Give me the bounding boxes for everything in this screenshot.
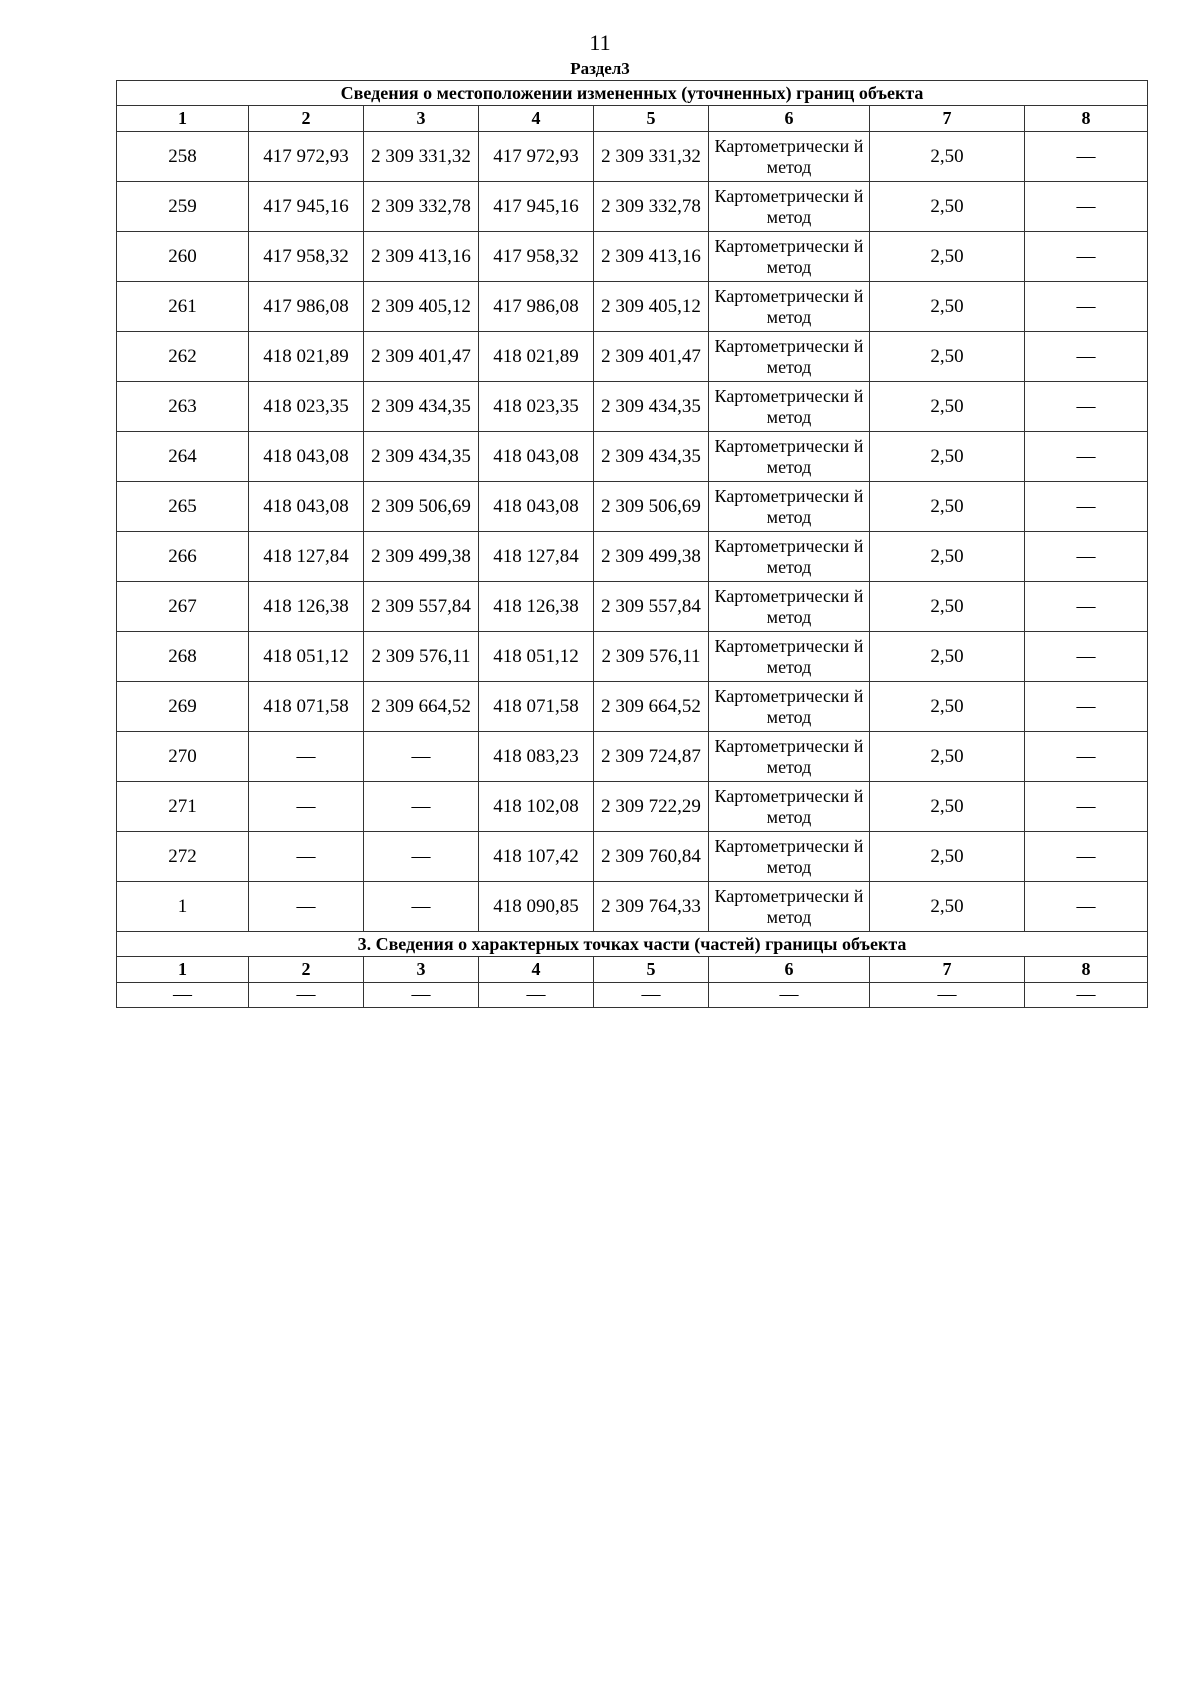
method-cell: Картометрически й метод (709, 432, 870, 482)
x-old-cell: — (249, 782, 364, 832)
x-new-cell: 417 972,93 (479, 132, 594, 182)
point-number-cell: 270 (117, 732, 249, 782)
y-new-cell: 2 309 724,87 (594, 732, 709, 782)
method-cell: Картометрически й метод (709, 882, 870, 932)
x-old-cell: — (249, 732, 364, 782)
page-number: 11 (589, 30, 611, 55)
y-old-cell: 2 309 434,35 (364, 382, 479, 432)
method-cell: Картометрически й метод (709, 682, 870, 732)
table-row (117, 232, 1148, 282)
method-cell: Картометрически й метод (709, 632, 870, 682)
accuracy-cell: 2,50 (870, 582, 1025, 632)
x-old-cell: 418 071,58 (249, 682, 364, 732)
accuracy-cell: 2,50 (870, 482, 1025, 532)
point-number-cell: 258 (117, 132, 249, 182)
x-new-cell: 418 107,42 (479, 832, 594, 882)
point-number-cell: 264 (117, 432, 249, 482)
y-old-cell: — (364, 732, 479, 782)
x-old-cell: 417 972,93 (249, 132, 364, 182)
point-number-cell: 1 (117, 882, 249, 932)
point-number-cell: 261 (117, 282, 249, 332)
y-old-cell: 2 309 331,32 (364, 132, 479, 182)
y-new-cell: 2 309 664,52 (594, 682, 709, 732)
y-new-cell: 2 309 332,78 (594, 182, 709, 232)
y-new-cell: 2 309 576,11 (594, 632, 709, 682)
y-old-cell: — (364, 782, 479, 832)
accuracy-cell: 2,50 (870, 732, 1025, 782)
x-new-cell: 418 102,08 (479, 782, 594, 832)
x-new-cell: 417 945,16 (479, 182, 594, 232)
method-cell: Картометрически й метод (709, 182, 870, 232)
column-header: 3 (364, 957, 479, 983)
x-old-cell: 418 051,12 (249, 632, 364, 682)
description-cell: — (1025, 732, 1148, 782)
x-old-cell: 418 021,89 (249, 332, 364, 382)
table-row (117, 632, 1148, 682)
x-new-cell: 418 090,85 (479, 882, 594, 932)
method-cell: Картометрически й метод (709, 132, 870, 182)
x-new-cell: 418 021,89 (479, 332, 594, 382)
description-cell: — (1025, 532, 1148, 582)
x-new-cell: 418 083,23 (479, 732, 594, 782)
method-cell: Картометрически й метод (709, 382, 870, 432)
accuracy-cell: 2,50 (870, 882, 1025, 932)
y-new-cell: 2 309 760,84 (594, 832, 709, 882)
point-number-cell: — (117, 983, 249, 1008)
y-old-cell: 2 309 332,78 (364, 182, 479, 232)
accuracy-cell: 2,50 (870, 532, 1025, 582)
y-old-cell: 2 309 413,16 (364, 232, 479, 282)
y-new-cell: 2 309 331,32 (594, 132, 709, 182)
point-number-cell: 272 (117, 832, 249, 882)
accuracy-cell: 2,50 (870, 632, 1025, 682)
point-number-cell: 266 (117, 532, 249, 582)
y-old-cell: 2 309 576,11 (364, 632, 479, 682)
table-row (117, 582, 1148, 632)
column-header: 8 (1025, 106, 1148, 132)
point-number-cell: 259 (117, 182, 249, 232)
description-cell: — (1025, 382, 1148, 432)
y-old-cell: 2 309 434,35 (364, 432, 479, 482)
x-old-cell: — (249, 832, 364, 882)
column-header: 6 (709, 106, 870, 132)
table-row (117, 482, 1148, 532)
y-new-cell: 2 309 434,35 (594, 432, 709, 482)
point-number-cell: 263 (117, 382, 249, 432)
table-row (117, 983, 1148, 1008)
point-number-cell: 265 (117, 482, 249, 532)
column-header: 4 (479, 957, 594, 983)
column-header: 1 (117, 106, 249, 132)
y-old-cell: 2 309 499,38 (364, 532, 479, 582)
table2-caption: 3. Сведения о характерных точках части (частей) границы объекта (117, 932, 1148, 957)
y-old-cell: — (364, 983, 479, 1008)
y-new-cell: 2 309 401,47 (594, 332, 709, 382)
method-cell: Картометрически й метод (709, 232, 870, 282)
table-row (117, 832, 1148, 882)
y-new-cell: 2 309 557,84 (594, 582, 709, 632)
column-header: 7 (870, 957, 1025, 983)
column-header: 3 (364, 106, 479, 132)
column-header: 5 (594, 106, 709, 132)
x-new-cell: 417 958,32 (479, 232, 594, 282)
y-new-cell: 2 309 413,16 (594, 232, 709, 282)
column-header: 6 (709, 957, 870, 983)
method-cell: Картометрически й метод (709, 282, 870, 332)
column-header: 2 (249, 106, 364, 132)
method-cell: Картометрически й метод (709, 832, 870, 882)
y-old-cell: 2 309 506,69 (364, 482, 479, 532)
point-number-cell: 267 (117, 582, 249, 632)
x-new-cell: 418 051,12 (479, 632, 594, 682)
accuracy-cell: 2,50 (870, 232, 1025, 282)
y-old-cell: 2 309 664,52 (364, 682, 479, 732)
description-cell: — (1025, 132, 1148, 182)
accuracy-cell: 2,50 (870, 132, 1025, 182)
accuracy-cell: 2,50 (870, 832, 1025, 882)
x-new-cell: 418 023,35 (479, 382, 594, 432)
x-new-cell: 418 127,84 (479, 532, 594, 582)
method-cell: Картометрически й метод (709, 582, 870, 632)
x-old-cell: — (249, 882, 364, 932)
description-cell: — (1025, 582, 1148, 632)
x-old-cell: 417 945,16 (249, 182, 364, 232)
x-old-cell: 418 043,08 (249, 482, 364, 532)
column-header: 4 (479, 106, 594, 132)
description-cell: — (1025, 882, 1148, 932)
table-row (117, 732, 1148, 782)
point-number-cell: 260 (117, 232, 249, 282)
y-old-cell: 2 309 405,12 (364, 282, 479, 332)
table2-column-header-row (117, 957, 1148, 983)
description-cell: — (1025, 332, 1148, 382)
y-new-cell: 2 309 722,29 (594, 782, 709, 832)
description-cell: — (1025, 632, 1148, 682)
table-row (117, 432, 1148, 482)
table-row (117, 332, 1148, 382)
y-new-cell: — (594, 983, 709, 1008)
y-old-cell: 2 309 401,47 (364, 332, 479, 382)
y-old-cell: — (364, 832, 479, 882)
x-new-cell: — (479, 983, 594, 1008)
table-row (117, 882, 1148, 932)
column-header: 2 (249, 957, 364, 983)
method-cell: Картометрически й метод (709, 782, 870, 832)
table-row (117, 282, 1148, 332)
description-cell: — (1025, 782, 1148, 832)
x-old-cell: 418 127,84 (249, 532, 364, 582)
description-cell: — (1025, 832, 1148, 882)
x-new-cell: 418 071,58 (479, 682, 594, 732)
point-number-cell: 269 (117, 682, 249, 732)
y-new-cell: 2 309 434,35 (594, 382, 709, 432)
table1-column-header-row (117, 106, 1148, 132)
boundary-points-table (116, 80, 1148, 1008)
section-label: Раздел3 (570, 59, 630, 78)
point-number-cell: 268 (117, 632, 249, 682)
method-cell: Картометрически й метод (709, 732, 870, 782)
x-new-cell: 418 126,38 (479, 582, 594, 632)
description-cell: — (1025, 182, 1148, 232)
method-cell: — (709, 983, 870, 1008)
column-header: 8 (1025, 957, 1148, 983)
description-cell: — (1025, 682, 1148, 732)
y-new-cell: 2 309 506,69 (594, 482, 709, 532)
method-cell: Картометрически й метод (709, 482, 870, 532)
table-row (117, 182, 1148, 232)
accuracy-cell: 2,50 (870, 432, 1025, 482)
table-row (117, 782, 1148, 832)
column-header: 1 (117, 957, 249, 983)
x-old-cell: 418 126,38 (249, 582, 364, 632)
x-old-cell: 418 023,35 (249, 382, 364, 432)
x-old-cell: — (249, 983, 364, 1008)
method-cell: Картометрически й метод (709, 332, 870, 382)
x-old-cell: 418 043,08 (249, 432, 364, 482)
table-row (117, 382, 1148, 432)
accuracy-cell: 2,50 (870, 332, 1025, 382)
point-number-cell: 271 (117, 782, 249, 832)
accuracy-cell: 2,50 (870, 182, 1025, 232)
description-cell: — (1025, 983, 1148, 1008)
description-cell: — (1025, 482, 1148, 532)
point-number-cell: 262 (117, 332, 249, 382)
y-new-cell: 2 309 764,33 (594, 882, 709, 932)
y-new-cell: 2 309 405,12 (594, 282, 709, 332)
description-cell: — (1025, 432, 1148, 482)
y-old-cell: 2 309 557,84 (364, 582, 479, 632)
table-row (117, 532, 1148, 582)
table-row (117, 682, 1148, 732)
y-old-cell: — (364, 882, 479, 932)
x-new-cell: 418 043,08 (479, 482, 594, 532)
accuracy-cell: — (870, 983, 1025, 1008)
method-cell: Картометрически й метод (709, 532, 870, 582)
description-cell: — (1025, 282, 1148, 332)
accuracy-cell: 2,50 (870, 682, 1025, 732)
description-cell: — (1025, 232, 1148, 282)
table1-caption: Сведения о местоположении измененных (уточненных) границ объекта (117, 81, 1148, 106)
x-old-cell: 417 958,32 (249, 232, 364, 282)
accuracy-cell: 2,50 (870, 382, 1025, 432)
column-header: 7 (870, 106, 1025, 132)
x-old-cell: 417 986,08 (249, 282, 364, 332)
accuracy-cell: 2,50 (870, 782, 1025, 832)
column-header: 5 (594, 957, 709, 983)
y-new-cell: 2 309 499,38 (594, 532, 709, 582)
x-new-cell: 417 986,08 (479, 282, 594, 332)
x-new-cell: 418 043,08 (479, 432, 594, 482)
accuracy-cell: 2,50 (870, 282, 1025, 332)
table-row (117, 132, 1148, 182)
